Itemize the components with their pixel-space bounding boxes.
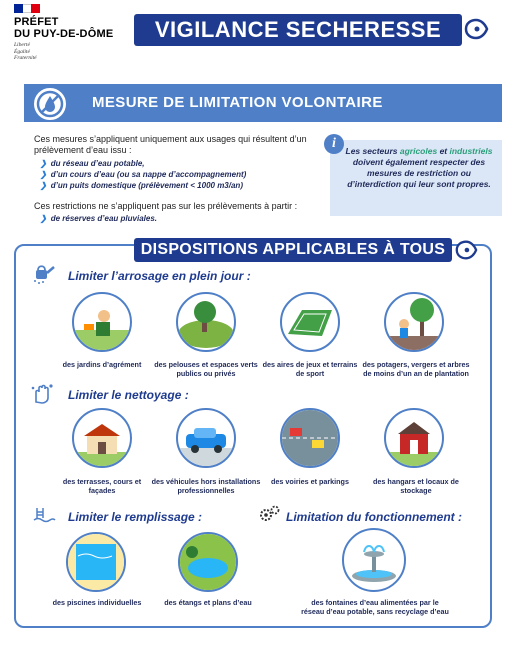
parking-illustration: [280, 408, 340, 468]
info-text: Les secteurs agricoles et industriels doivent également respecter des mesures de restriction ou d’interdiction qui leur sont propres.: [345, 146, 493, 189]
pond-illustration: [178, 532, 238, 592]
house-illustration: [72, 408, 132, 468]
orchard-illustration: [384, 292, 444, 352]
caption-pelouses: des pelouses et espaces verts publics ou privés: [154, 360, 258, 378]
section-title-remplissage: Limiter le remplissage :: [68, 510, 203, 524]
section-title-arrosage: Limiter l’arrosage en plein jour :: [68, 269, 251, 283]
lawn-illustration: [176, 292, 236, 352]
car-illustration: [176, 408, 236, 468]
caption-piscines: des piscines individuelles: [52, 598, 142, 607]
dispositions-title: DISPOSITIONS APPLICABLES À TOUS: [134, 238, 452, 262]
chevron-right-icon: ❯: [40, 214, 47, 223]
water-drop-icon: [454, 238, 478, 262]
caption-terrasses: des terrasses, cours et façades: [62, 477, 142, 495]
list-item: ❯ d’un cours d’eau (ou sa nappe d’accompagnement): [40, 170, 247, 179]
caption-hangars: des hangars et locaux de stockage: [373, 477, 459, 495]
pool-icon: [32, 504, 56, 524]
page-title: VIGILANCE SECHERESSE: [134, 14, 462, 46]
chevron-right-icon: ❯: [40, 159, 47, 168]
republic-motto: Liberté Égalité Fraternité: [14, 42, 37, 61]
caption-fontaines: des fontaines d’eau alimentées par le réseau d’eau potable, sans recyclage d’eau: [301, 598, 449, 616]
water-drop-icon: [463, 16, 489, 42]
info-icon: i: [324, 134, 344, 154]
caption-potagers: des potagers, vergers et arbres de moins d’un an de plantation: [362, 360, 470, 378]
caption-vehicules: des véhicules hors installations professionnelles: [151, 477, 261, 495]
garden-illustration: [72, 292, 132, 352]
watering-can-icon: [30, 262, 56, 286]
barn-illustration: [384, 408, 444, 468]
chevron-right-icon: ❯: [40, 181, 47, 190]
cleaning-hand-icon: [30, 382, 56, 406]
pool-illustration: [66, 532, 126, 592]
sports-field-illustration: [280, 292, 340, 352]
sources-list: [40, 158, 320, 191]
banner-label: MESURE DE LIMITATION VOLONTAIRE: [92, 94, 383, 111]
section-title-nettoyage: Limiter le nettoyage :: [68, 388, 189, 402]
list-item: ❯ de réserves d’eau pluviales.: [40, 214, 157, 223]
republic-flag-logo: [14, 4, 40, 13]
measures-intro: Ces mesures s’appliquent uniquement aux usages qui résultent d’un prélèvement d’eau issu :: [34, 134, 307, 155]
caption-etangs: des étangs et plans d’eau: [164, 598, 252, 607]
caption-aires-de-jeux: des aires de jeux et terrains de sport: [262, 360, 358, 378]
chevron-right-icon: ❯: [40, 170, 47, 179]
prefecture-name: PRÉFET DU PUY-DE-DÔME: [14, 16, 114, 40]
caption-jardins: des jardins d’agrément: [62, 360, 142, 369]
caption-voiries: des voiries et parkings: [271, 477, 349, 486]
list-item: ❯ du réseau d’eau potable,: [40, 159, 145, 168]
fountain-illustration: [342, 528, 406, 592]
gears-icon: [258, 504, 282, 524]
exclusion-list: [40, 213, 320, 224]
measures-exclusion: Ces restrictions ne s’appliquent pas sur les prélèvements à partir :: [34, 201, 298, 211]
list-item: ❯ d’un puits domestique (prélèvement < 1000 m3/an): [40, 181, 243, 190]
no-water-icon: [32, 86, 68, 122]
section-title-fonctionnement: Limitation du fonctionnement :: [286, 510, 462, 524]
